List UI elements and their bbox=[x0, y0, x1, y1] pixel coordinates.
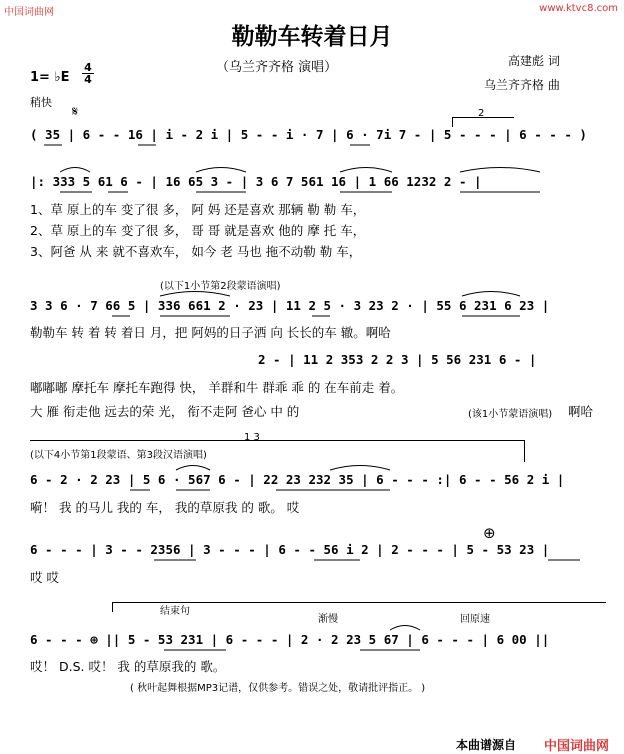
lyric-row-2-verse-1: 1、草 原上的车 变了很 多， 阿 妈 还是喜欢 那辆 勒 勒 车， bbox=[30, 202, 366, 217]
watermark-left: 中国词曲网 bbox=[4, 7, 54, 18]
notation-row-5: 6 - 2 · 2 23 | 5 6 · 567 6 - | 22 23 232 35 | 6 - - - :| 6 - - 56 2 i | bbox=[30, 472, 565, 487]
composer: 乌兰齐齐格 曲 bbox=[484, 78, 560, 92]
notation-row-3: 3 3 6 · 7 66 5 | 336 661 2 · 23 | 11 2 5 · 3 23 2 · | 55 6 231 6 23 | bbox=[30, 298, 550, 313]
notation-row-6: 6 - - - | 3 - - 2356 | 3 - - - | 6 - - 56 i 2 | 2 - - - | 5 - 53 23 | bbox=[30, 542, 550, 557]
lyric-row-3: 勒勒车 转 着 转 着日 月，把 阿妈的日子洒 向 长长的车 辙。啊哈 bbox=[30, 325, 391, 340]
volta-label-2: 2 bbox=[478, 108, 485, 119]
slur bbox=[462, 292, 520, 297]
lyric-row-2-verse-3: 3、阿爸 从 来 就不喜欢车， 如今 老 马也 拖不动勒 勒 车， bbox=[30, 244, 362, 259]
watermark-right: www.ktvc8.com bbox=[539, 3, 618, 14]
slur bbox=[460, 168, 540, 173]
segno-sign: 𝄋 bbox=[72, 104, 79, 120]
notation-row-2: |: 333 5 61 6 - | 16 65 3 - | 3 6 7 561 16 | 1 66 1232 2 - | bbox=[30, 174, 482, 189]
time-top: 4 bbox=[84, 61, 92, 74]
slur bbox=[196, 168, 246, 173]
lyric-row-7: 哎！ D.S. 哎！ 我 的草原我的 歌。 bbox=[30, 659, 226, 674]
performer: （乌兰齐齐格 演唱） bbox=[216, 60, 338, 75]
lyric-row-4-verse-2: 大 雁 衔走他 远去的荣 光， 衔不走阿 爸心 中 的 bbox=[30, 404, 300, 419]
lyric-row-4-verse-1: 嘟嘟嘟 摩托车 摩托车跑得 快， 羊群和牛 群乖 乖 的 在车前走 着。 bbox=[30, 380, 404, 395]
performance-note-row-4: (该1小节蒙语演唱) bbox=[468, 409, 553, 420]
slur bbox=[176, 466, 210, 471]
footnote: ( 秋叶起舞根据MP3记谱，仅供参考。错误之处，敬请批评指正。 ) bbox=[130, 683, 426, 694]
lyricist: 高建彪 词 bbox=[508, 54, 560, 68]
footer-source-label: 本曲谱源自 bbox=[456, 738, 517, 752]
a-tempo-label: 回原速 bbox=[460, 614, 490, 625]
volta-label-13: 1 3 bbox=[244, 432, 260, 443]
key-signature: 1= ♭E bbox=[30, 70, 70, 85]
notation-row-1: ( 35 | 6 - - 16 | i - 2 i | 5 - - i · 7 | 6 · 7i 7 - | 5 - - - | 6 - - - ) bbox=[30, 127, 587, 142]
lyric-row-4-tail: 啊哈 bbox=[568, 404, 594, 419]
ending-label: 结束句 bbox=[160, 606, 190, 617]
time-bottom: 4 bbox=[82, 73, 94, 85]
lyric-row-2-verse-2: 2、草 原上的车 变了很 多， 哥 哥 就是喜欢 他的 摩 托 车， bbox=[30, 223, 366, 238]
performance-note-row-5: (以下4小节第1段蒙语、第3段汉语演唱) bbox=[30, 450, 207, 461]
slur bbox=[60, 168, 90, 173]
footer-site-name: 中国词曲网 bbox=[544, 739, 610, 754]
song-title: 勒勒车转着日月 bbox=[231, 24, 393, 50]
lyric-row-5: 嗬！ 我 的马儿 我的 车， 我的草原我 的 歌。 哎 bbox=[30, 500, 300, 515]
slur bbox=[330, 466, 390, 471]
notation-row-7: 6 - - - ⊕ || 5 - 53 231 | 6 - - - | 2 · 2 23 5 67 | 6 - - - | 6 00 || bbox=[30, 632, 550, 647]
ritardando-label: 渐慢 bbox=[318, 614, 338, 625]
performance-note-row-3: (以下1小节第2段蒙语演唱) bbox=[160, 281, 281, 292]
lyric-row-6: 哎 哎 bbox=[30, 570, 59, 585]
slur bbox=[390, 626, 420, 631]
coda-sign-row-6: ⊕ bbox=[483, 524, 496, 542]
slur bbox=[340, 168, 392, 173]
tempo-mark: 稍快 bbox=[30, 96, 52, 109]
notation-row-4: 2 - | 11 2 353 2 2 3 | 5 56 231 6 - | bbox=[258, 352, 537, 367]
slur bbox=[160, 292, 230, 297]
